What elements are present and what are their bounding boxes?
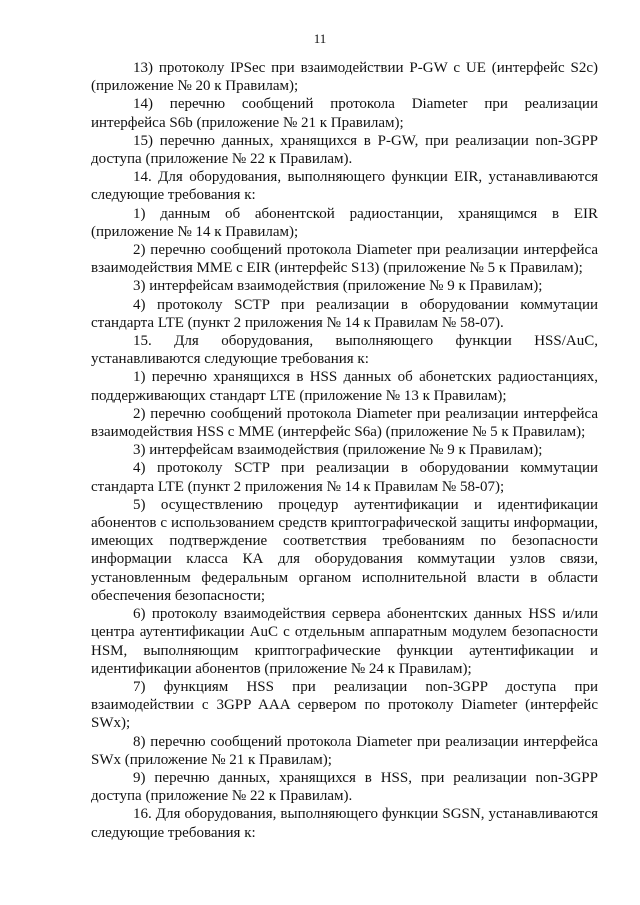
section-15-hss-auc: 15. Для оборудования, выполняющего функции HSS/AuC, устанавливаются следующие требования к: <box>91 333 598 368</box>
section-14-eir: 14. Для оборудования, выполняющего функции EIR, устанавливаются следующие требования к: <box>91 169 598 204</box>
section-16-sgsn: 16. Для оборудования, выполняющего функции SGSN, устанавливаются следующие требования к: <box>91 806 598 841</box>
paragraph-hss-6: 6) протоколу взаимодействия сервера абонентских данных HSS и/или центра аутентификации AuC с отдельным аппаратным модулем безопасности HSM, выполняющим криптографические функции аутентификации и идентификации абонентов (приложение № 24 к Правилам); <box>91 606 598 677</box>
paragraph-hss-7: 7) функциям HSS при реализации non-3GPP доступа при взаимодействии с 3GPP AAA сервером по протоколу Diameter (интерфейс SWx); <box>91 678 598 732</box>
paragraph-eir-4: 4) протоколу SCTP при реализации в оборудовании коммутации стандарта LTE (пункт 2 приложения № 14 к Правилам № 58-07). <box>91 296 598 331</box>
paragraph-eir-3: 3) интерфейсам взаимодействия (приложение № 9 к Правилам); <box>133 278 543 295</box>
paragraph-hss-1: 1) перечню хранящихся в HSS данных об абонетских радиостанциях, поддерживающих стандарт LTE (приложение № 13 к Правилам); <box>91 369 598 404</box>
paragraph-hss-3: 3) интерфейсам взаимодействия (приложение № 9 к Правилам); <box>133 442 543 459</box>
paragraph-hss-4: 4) протоколу SCTP при реализации в оборудовании коммутации стандарта LTE (пункт 2 приложения № 14 к Правилам № 58-07); <box>91 460 598 495</box>
paragraph-eir-2: 2) перечню сообщений протокола Diameter при реализации интерфейса взаимодействия MME с EIR (интерфейс S13) (приложение № 5 к Правилам); <box>91 242 598 277</box>
paragraph-eir-1: 1) данным об абонентской радиостанции, хранящимся в EIR (приложение № 14 к Правилам); <box>91 205 598 240</box>
paragraph-15-pgw-data: 15) перечню данных, хранящихся в P-GW, при реализации non-3GPP доступа (приложение № 22 к Правилам). <box>91 132 598 168</box>
body-text <box>91 59 598 842</box>
paragraph-hss-5: 5) осуществлению процедур аутентификации и идентификации абонентов с использованием средств криптографической защиты информации, имеющих подтверждение соответствия требованиям по безопасности информации класса КА для оборудования коммутации узлов связи, установленным федеральным органом исполнительной власти в области обеспечения безопасности; <box>91 496 598 604</box>
paragraph-14-s6b: 14) перечню сообщений протокола Diameter при реализации интерфейса S6b (приложение № 21 к Правилам); <box>91 96 598 131</box>
paragraph-hss-2: 2) перечню сообщений протокола Diameter при реализации интерфейса взаимодействия HSS с MME (интерфейс S6a) (приложение № 5 к Правилам); <box>91 405 598 441</box>
paragraph-hss-9: 9) перечню данных, хранящихся в HSS, при реализации non-3GPP доступа (приложение № 22 к Правилам). <box>91 769 598 805</box>
page-number: 11 <box>313 31 327 46</box>
paragraph-hss-8: 8) перечню сообщений протокола Diameter при реализации интерфейса SWx (приложение № 21 к Правилам); <box>91 733 598 768</box>
paragraph-13-ipsec: 13) протоколу IPSec при взаимодействии P-GW с UE (интерфейс S2c) (приложение № 20 к Правилам); <box>91 60 598 95</box>
